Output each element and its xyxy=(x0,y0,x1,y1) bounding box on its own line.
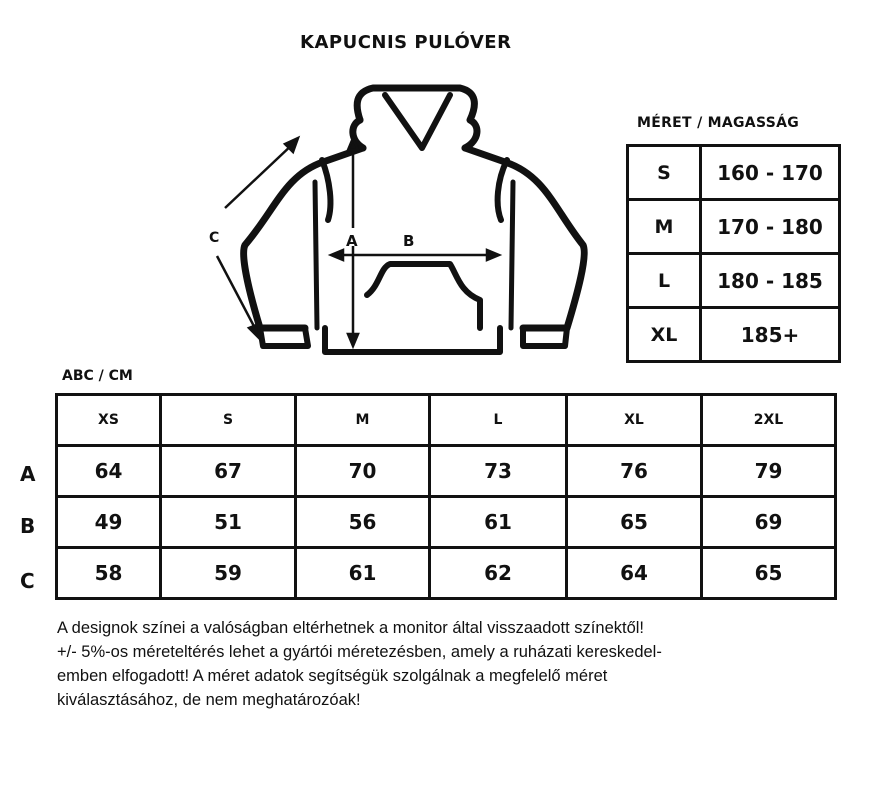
column-header: 2XL xyxy=(702,395,836,446)
column-header: M xyxy=(296,395,430,446)
table-cell: 65 xyxy=(567,497,702,548)
label-b: B xyxy=(403,232,415,250)
row-label-c: C xyxy=(20,569,35,593)
table-cell: 61 xyxy=(430,497,567,548)
table-cell: 70 xyxy=(296,446,430,497)
column-header: L xyxy=(430,395,567,446)
height-range-cell: 180 - 185 xyxy=(701,254,840,308)
height-range-cell: 160 - 170 xyxy=(701,146,840,200)
table-cell: 67 xyxy=(161,446,296,497)
table-row xyxy=(628,254,840,308)
table-cell: 76 xyxy=(567,446,702,497)
table-cell: 64 xyxy=(57,446,161,497)
table-cell: 64 xyxy=(567,548,702,599)
height-range-cell: 185+ xyxy=(701,308,840,362)
table-cell: 59 xyxy=(161,548,296,599)
height-range-cell: 170 - 180 xyxy=(701,200,840,254)
height-table-label: MÉRET / MAGASSÁG xyxy=(637,115,800,131)
table-cell: 73 xyxy=(430,446,567,497)
table-cell: 61 xyxy=(296,548,430,599)
table-row xyxy=(628,308,840,362)
note-line: emben elfogadott! A méret adatok segítségük szolgálnak a megfelelő méret xyxy=(57,667,608,685)
disclaimer-note xyxy=(57,616,857,712)
size-cell: L xyxy=(628,254,701,308)
table-cell: 56 xyxy=(296,497,430,548)
table-cell: 79 xyxy=(702,446,836,497)
page-title: KAPUCNIS PULÓVER xyxy=(300,32,512,53)
table-row xyxy=(628,200,840,254)
size-cell: S xyxy=(628,146,701,200)
note-line: kiválasztásához, de nem meghatározóak! xyxy=(57,691,361,709)
note-line: A designok színei a valóságban eltérhetnek a monitor által visszaadott színektől! xyxy=(57,619,645,637)
table-row xyxy=(57,446,836,497)
label-a: A xyxy=(346,232,358,250)
row-label-b: B xyxy=(20,514,36,538)
table-cell: 49 xyxy=(57,497,161,548)
column-header: S xyxy=(161,395,296,446)
table-row xyxy=(57,497,836,548)
table-row xyxy=(628,146,840,200)
size-cell: M xyxy=(628,200,701,254)
table-cell: 62 xyxy=(430,548,567,599)
column-header: XL xyxy=(567,395,702,446)
measurement-table xyxy=(55,393,837,600)
note-line: +/- 5%-os méreteltérés lehet a gyártói méretezésben, amely a ruházati kereskedel- xyxy=(57,643,662,661)
label-c: C xyxy=(209,230,220,246)
column-header: XS xyxy=(57,395,161,446)
table-row xyxy=(57,548,836,599)
table-header-row xyxy=(57,395,836,446)
measure-table-label: ABC / CM xyxy=(62,368,133,384)
table-cell: 58 xyxy=(57,548,161,599)
hoodie-outline-icon xyxy=(205,70,595,360)
table-cell: 69 xyxy=(702,497,836,548)
size-cell: XL xyxy=(628,308,701,362)
row-label-a: A xyxy=(20,462,36,486)
height-table xyxy=(626,144,841,363)
table-cell: 65 xyxy=(702,548,836,599)
table-cell: 51 xyxy=(161,497,296,548)
